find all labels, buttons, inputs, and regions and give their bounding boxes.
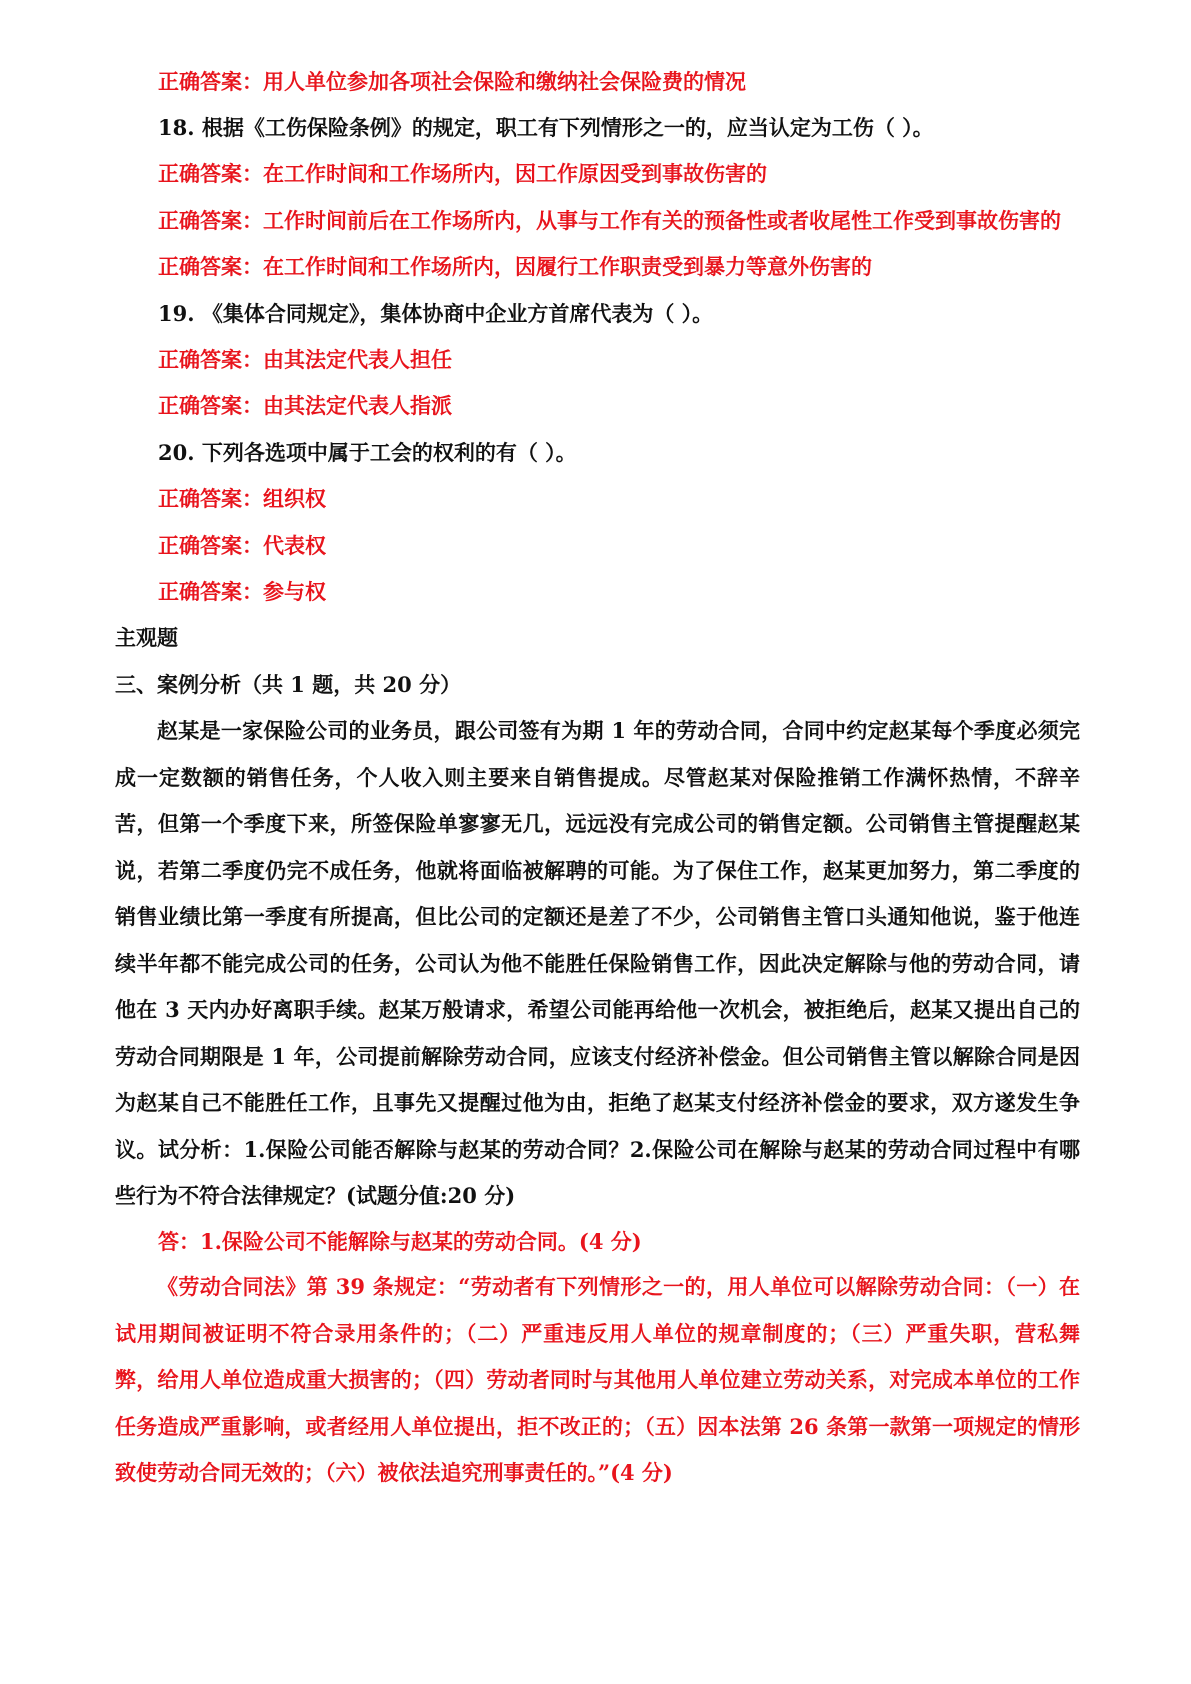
section-case-heading: 三、案例分析（共 1 题，共 20 分） — [115, 672, 462, 697]
answer-line: 正确答案：用人单位参加各项社会保险和缴纳社会保险费的情况 — [158, 69, 746, 94]
answer-heading: 答：1.保险公司不能解除与赵某的劳动合同。(4 分) — [158, 1229, 642, 1254]
answer-line: 正确答案：在工作时间和工作场所内，因工作原因受到事故伤害的 — [158, 161, 767, 186]
question-18: 18. 根据《工伤保险条例》的规定，职工有下列情形之一的，应当认定为工伤（ ）。 — [158, 115, 934, 140]
case-text: 赵某是一家保险公司的业务员，跟公司签有为期 1 年的劳动合同，合同中约定赵某每个季度必须完成一定数额的销售任务，个人收入则主要来自销售提成。尽管赵某对保险推销工作满怀热情，不辞辛苦，但第一个季度下来，所签保险单寥寥无几，远远没有完成公司的销售定额。公司销售主管提醒赵某说，若第二季度仍完不成任务，他就将面临被解聘的可能。为了保住工作，赵某更加努力，第二季度的销售业绩比第一季度有所提高，但比公司的定额还是差了不少，公司销售主管口头通知他说，鉴于他连续半年都不能完成公司的任务，公司认为他不能胜任保险销售工作，因此决定解除与他的劳动合同，请他在 3 天内办好离职手续。赵某万般请求，希望公司能再给他一次机会，被拒绝后，赵某又提出自己的劳动合同期限是 1 年，公司提前解除劳动合同，应该支付经济补偿金。但公司销售主管以解除合同是因为赵某自己不能胜任工作，且事先又提醒过他为由，拒绝了赵某支付经济补偿金的要求，双方遂发生争议。试分析：1.保险公司能否解除与赵某的劳动合同？2.保险公司在解除与赵某的劳动合同过程中有哪些行为不符合法律规定？(试题分值:20 分) — [115, 718, 1080, 1208]
answer-line: 正确答案：由其法定代表人指派 — [158, 393, 452, 418]
answer-line: 正确答案：组织权 — [158, 486, 326, 511]
answer-line: 正确答案：在工作时间和工作场所内，因履行工作职责受到暴力等意外伤害的 — [158, 254, 872, 279]
answer-line: 正确答案：代表权 — [158, 533, 326, 558]
answer-line: 正确答案：由其法定代表人担任 — [158, 347, 452, 372]
section-subjective-heading: 主观题 — [115, 625, 178, 650]
answer-line: 正确答案：参与权 — [158, 579, 326, 604]
answer-line: 正确答案：工作时间前后在工作场所内，从事与工作有关的预备性或者收尾性工作受到事故伤害的 — [158, 208, 1061, 233]
question-20: 20. 下列各选项中属于工会的权利的有（ ）。 — [158, 440, 577, 465]
answer-paragraph: 《劳动合同法》第 39 条规定：“劳动者有下列情形之一的，用人单位可以解除劳动合同：（一）在试用期间被证明不符合录用条件的；（二）严重违反用人单位的规章制度的；（三）严重失职，营私舞弊，给用人单位造成重大损害的；（四）劳动者同时与其他用人单位建立劳动关系，对完成本单位的工作任务造成严重影响，或者经用人单位提出，拒不改正的；（五）因本法第 26 条第一款第一项规定的情形致使劳动合同无效的；（六）被依法追究刑事责任的。”(4 分) — [115, 1274, 1080, 1485]
question-19: 19. 《集体合同规定》，集体协商中企业方首席代表为（ ）。 — [158, 301, 714, 326]
